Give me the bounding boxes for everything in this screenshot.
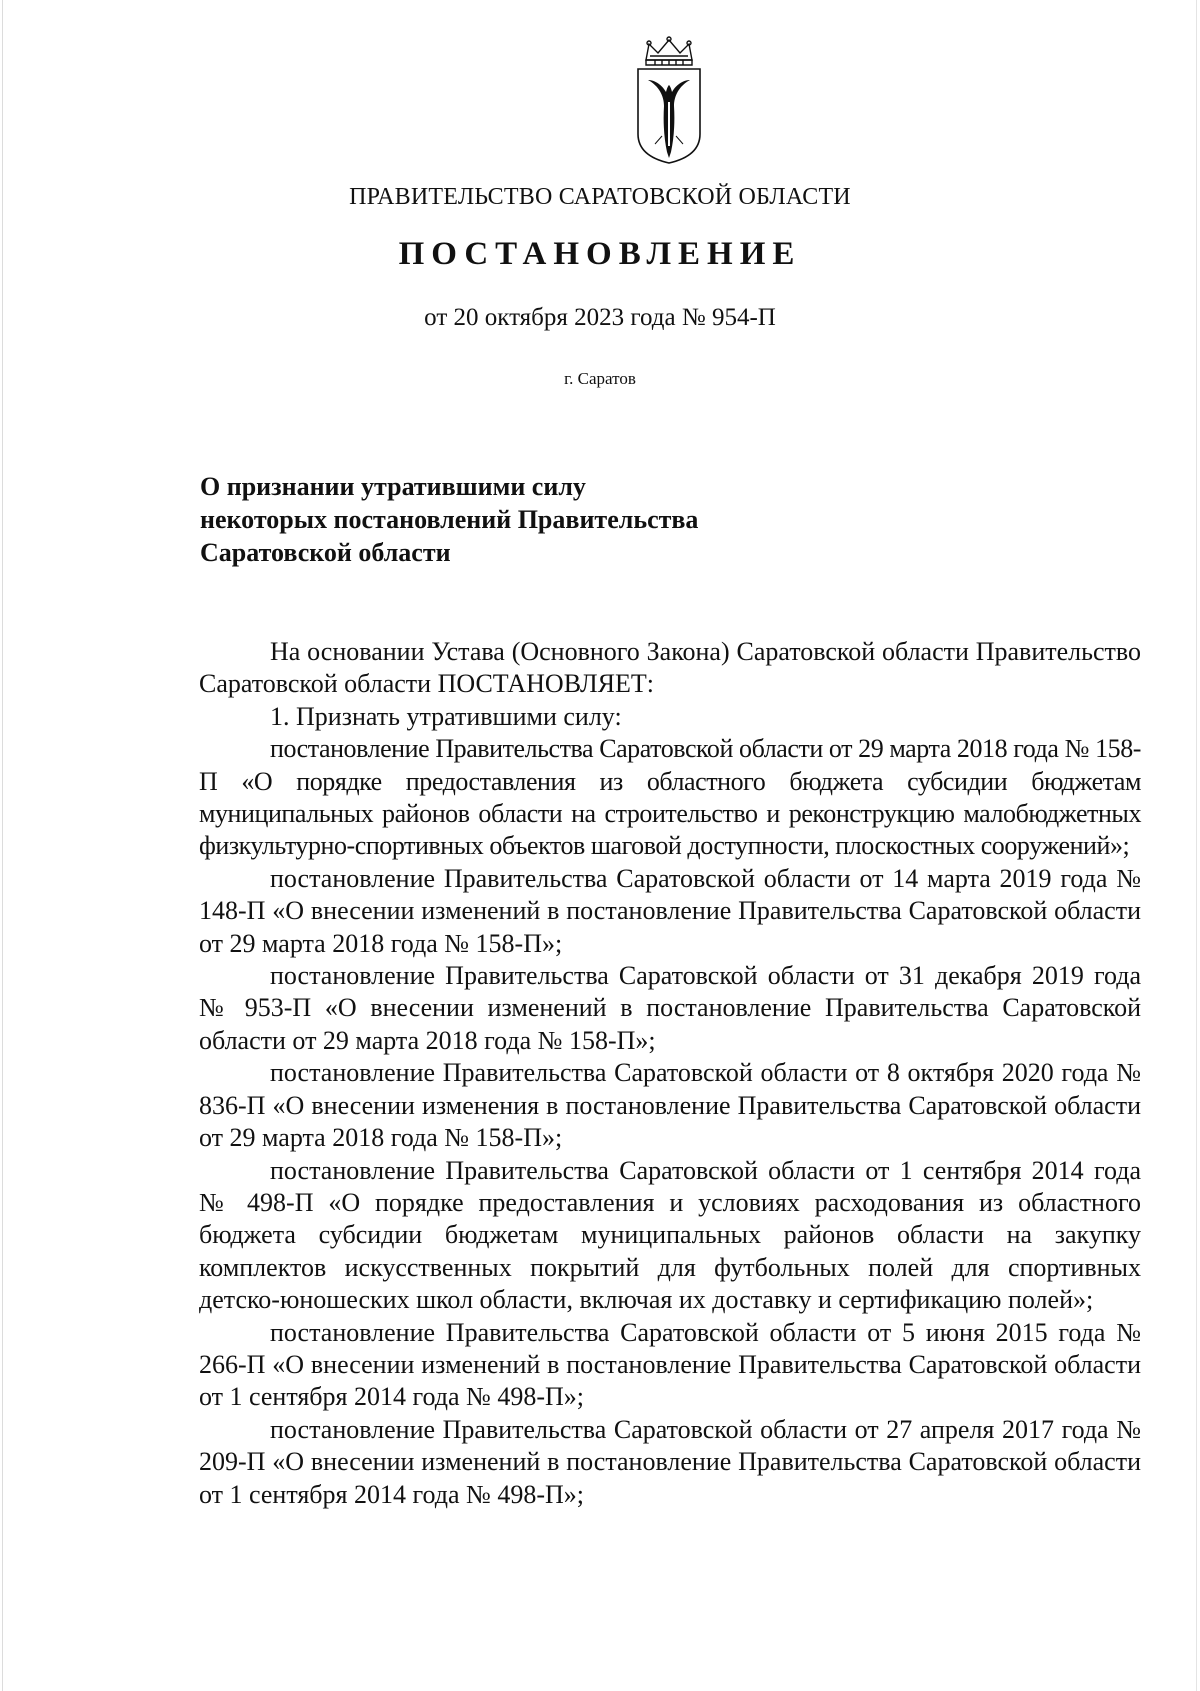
issuing-authority: ПРАВИТЕЛЬСТВО САРАТОВСКОЙ ОБЛАСТИ <box>349 184 851 210</box>
title-line: Саратовской области <box>200 538 451 567</box>
coat-of-arms-icon <box>633 36 705 166</box>
document-title <box>200 470 840 569</box>
point-1-heading: 1. Признать утратившими силу: <box>270 701 622 731</box>
repealed-act-item: постановление Правительства Саратовской области от 5 июня 2015 года № 266-П «О внесении изменений в постановление Правительства Саратовской области от 1 сентября 2014 года № 498-П»; <box>199 1317 1141 1412</box>
document-date-number: от 20 октября 2023 года № 954-П <box>424 304 776 331</box>
document-body <box>199 636 1141 1511</box>
document-city: г. Саратов <box>564 369 636 388</box>
repealed-act-item: постановление Правительства Саратовской области от 27 апреля 2017 года № 209-П «О внесении изменений в постановление Правительства Саратовской области от 1 сентября 2014 года № 498-П»; <box>199 1414 1141 1509</box>
repealed-act-item: постановление Правительства Саратовской области от 31 декабря 2019 года № 953-П «О внесении изменений в постановление Правительства Саратовской области от 29 марта 2018 года № 158-П»; <box>199 961 1141 1055</box>
repealed-act-item: постановление Правительства Саратовской области от 29 марта 2018 года № 158-П «О порядке предоставления из областного бюджета субсидии бюджетам муниципальных районов области на строительство и реконструкцию малобюджетных физкультурно-спортивных объектов шаговой доступности, плоскостных сооружений»; <box>199 734 1141 861</box>
repealed-act-item: постановление Правительства Саратовской области от 8 октября 2020 года № 836-П «О внесении изменения в постановление Правительства Саратовской области от 29 марта 2018 года № 158-П»; <box>199 1058 1141 1153</box>
title-line: О признании утратившими силу <box>200 472 586 501</box>
document-type: ПОСТАНОВЛЕНИЕ <box>398 236 802 272</box>
repealed-act-item: постановление Правительства Саратовской области от 1 сентября 2014 года № 498-П «О порядке предоставления и условиях расходования из областного бюджета субсидии бюджетам муниципальных районов области на закупку комплектов искусственных покрытий для футбольных полей для спортивных детско-юношеских школ области, включая их доставку и сертификацию полей»; <box>199 1155 1141 1315</box>
preamble-paragraph: На основании Устава (Основного Закона) Саратовской области Правительство Саратовской области ПОСТАНОВЛЯЕТ: <box>199 637 1141 699</box>
repealed-act-item: постановление Правительства Саратовской области от 14 марта 2019 года № 148-П «О внесении изменений в постановление Правительства Саратовской области от 29 марта 2018 года № 158-П»; <box>199 863 1141 958</box>
title-line: некоторых постановлений Правительства <box>200 505 699 534</box>
